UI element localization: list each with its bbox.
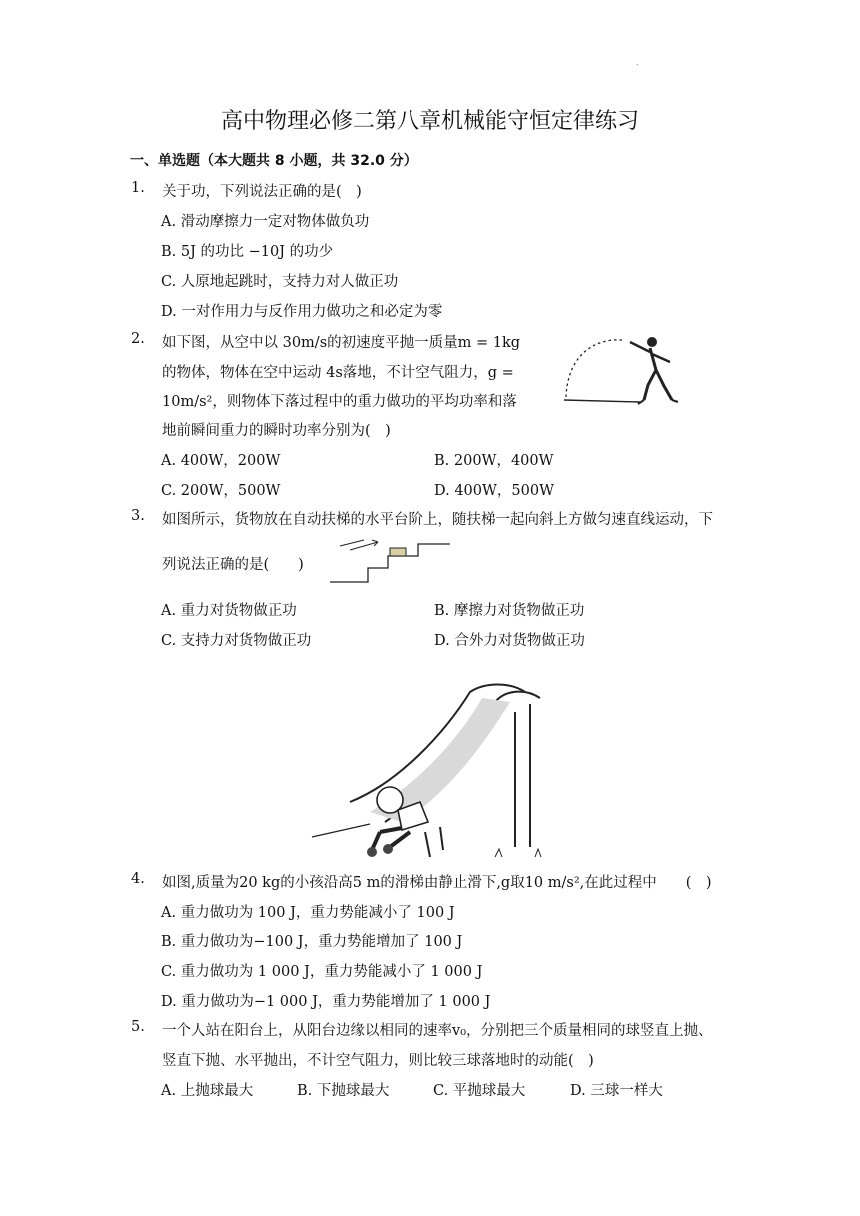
question-2-option-a: A. 400W，200W	[161, 453, 281, 469]
question-5-option-a: A. 上抛球最大	[161, 1083, 254, 1099]
question-5-stem-line-2: 竖直下抛、水平抛出，不计空气阻力，则比较三球落地时的动能( )	[162, 1053, 594, 1069]
question-1-option-d: D. 一对作用力与反作用力做功之和必定为零	[161, 304, 443, 320]
corner-dot: .	[636, 58, 639, 67]
question-3-number: 3.	[131, 508, 145, 524]
question-3-option-d: D. 合外力对货物做正功	[434, 633, 585, 649]
slide-child-figure	[310, 682, 555, 867]
question-3-stem-line-1: 如图所示，货物放在自动扶梯的水平台阶上，随扶梯一起向斜上方做匀速直线运动，下	[162, 512, 713, 528]
question-2-option-c: C. 200W，500W	[161, 483, 281, 499]
question-2-stem-line-3: 10m/s²，则物体下落过程中的重力做功的平均功率和落	[162, 394, 517, 410]
projectile-thrower-figure	[560, 330, 700, 415]
question-4-stem: 如图,质量为20 kg的小孩沿高5 m的滑梯由静止滑下,g取10 m/s²,在此过程中 ( )	[162, 875, 712, 891]
question-2-stem-line-4: 地前瞬间重力的瞬时功率分别为( )	[162, 423, 391, 439]
question-1-number: 1.	[131, 180, 145, 196]
question-1-option-a: A. 滑动摩擦力一定对物体做负功	[161, 214, 370, 230]
escalator-figure	[328, 536, 453, 586]
question-3-option-b: B. 摩擦力对货物做正功	[434, 603, 585, 619]
question-4-number: 4.	[131, 871, 145, 887]
section-heading: 一、单选题（本大题共 8 小题，共 32.0 分）	[130, 153, 418, 169]
question-4-option-b: B. 重力做功为−100 J，重力势能增加了 100 J	[161, 934, 463, 950]
question-4-option-a: A. 重力做功为 100 J，重力势能减小了 100 J	[161, 905, 455, 921]
question-2-option-d: D. 400W，500W	[434, 483, 554, 499]
question-1-stem: 关于功，下列说法正确的是( )	[162, 184, 362, 200]
question-4-option-c: C. 重力做功为 1 000 J，重力势能减小了 1 000 J	[161, 964, 483, 980]
question-1-option-c: C. 人原地起跳时，支持力对人做正功	[161, 274, 399, 290]
question-5-option-c: C. 平抛球最大	[433, 1083, 526, 1099]
question-2-option-b: B. 200W，400W	[434, 453, 554, 469]
question-5-option-b: B. 下抛球最大	[297, 1083, 390, 1099]
question-3-stem-line-2: 列说法正确的是( )	[162, 557, 304, 573]
question-5-number: 5.	[131, 1019, 145, 1035]
page-title: 高中物理必修二第八章机械能守恒定律练习	[220, 109, 639, 134]
question-2-number: 2.	[131, 331, 145, 347]
question-5-option-d: D. 三球一样大	[570, 1083, 663, 1099]
question-4-option-d: D. 重力做功为−1 000 J，重力势能增加了 1 000 J	[161, 994, 491, 1010]
question-3-option-a: A. 重力对货物做正功	[161, 603, 297, 619]
question-2-stem-line-1: 如下图，从空中以 30m/s的初速度平抛一质量m = 1kg	[162, 335, 521, 351]
question-5-stem-line-1: 一个人站在阳台上，从阳台边缘以相同的速率v₀，分别把三个质量相同的球竖直上抛、	[162, 1023, 713, 1039]
question-1-option-b: B. 5J 的功比 −10J 的功少	[161, 244, 334, 260]
question-3-option-c: C. 支持力对货物做正功	[161, 633, 312, 649]
question-2-stem-line-2: 的物体，物体在空中运动 4s落地，不计空气阻力，g =	[162, 365, 514, 381]
